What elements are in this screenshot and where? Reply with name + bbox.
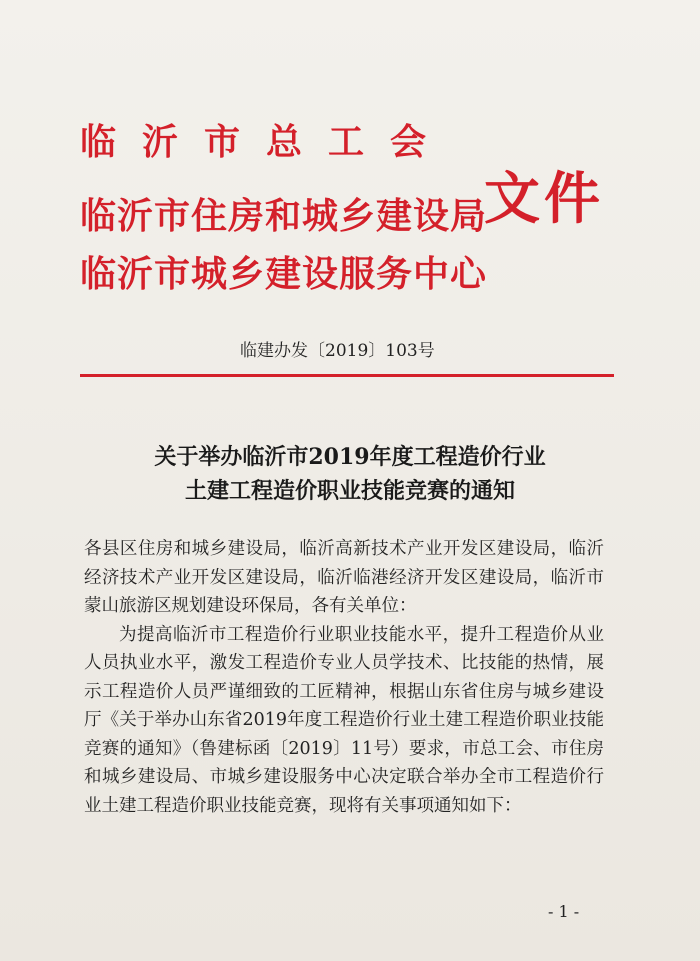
salutation: 各县区住房和城乡建设局，临沂高新技术产业开发区建设局，临沂经济技术产业开发区建设局，临沂临港经济开发区建设局，临沂市蒙山旅游区规划建设环保局，各有关单位： — [84, 539, 604, 616]
body-paragraph: 为提高临沂市工程造价行业职业技能水平，提升工程造价从业人员执业水平，激发工程造价专业人员学技术、比技能的热情，展示工程造价人员严谨细致的工匠精神，根据山东省住房与城乡建设厅《关于举办山东省2019年度工程造价行业土建工程造价职业技能竞赛的通知》（鲁建标函〔2019〕11号）要求，市总工会、市住房和城乡建设局、市城乡建设服务中心决定联合举办全市工程造价行业土建工程造价职业技能竞赛，现将有关事项通知如下： — [84, 624, 604, 816]
page-number: - 1 - — [548, 902, 580, 921]
issuer-federation-of-trade-unions: 临沂市总工会 — [80, 122, 453, 163]
document-type-label: 文件 — [484, 167, 604, 232]
issuer-construction-service-center: 临沂市城乡建设服务中心 — [80, 254, 488, 295]
notice-title-line-2: 土建工程造价职业技能竞赛的通知 — [184, 478, 515, 504]
red-header-divider — [80, 374, 614, 377]
notice-title-line-1: 关于举办临沂市2019年度工程造价行业 — [154, 444, 546, 470]
issuer-housing-bureau: 临沂市住房和城乡建设局 — [80, 196, 488, 237]
document-number: 临建办发〔2019〕103号 — [240, 341, 435, 361]
notice-body — [84, 535, 604, 820]
